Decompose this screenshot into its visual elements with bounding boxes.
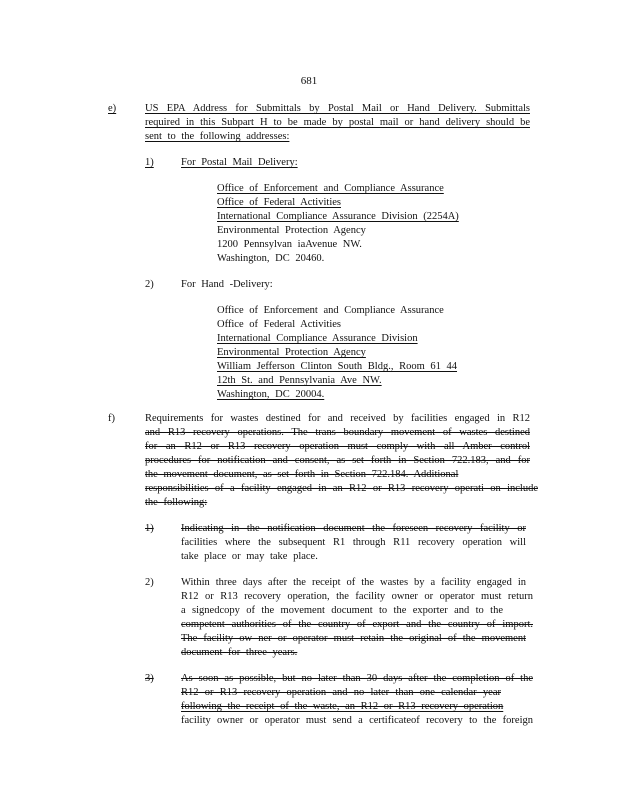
- f-item3-line-3: following the receipt of the waste, an R12 or R13 recovery operation: [181, 701, 504, 712]
- e-item1-address-line-1: Office of Enforcement and Compliance Assurance: [217, 183, 444, 194]
- section-e-line-1: US EPA Address for Submittals by Postal Mail or Hand Delivery. Submittals: [145, 103, 530, 114]
- e-item2-heading: For Hand -Delivery:: [181, 279, 273, 290]
- e-item1-heading: For Postal Mail Delivery:: [181, 157, 298, 168]
- f-item3-line-2: R12 or R13 recovery operation and no later than one calendar year: [181, 687, 501, 698]
- f-item2-line-6: document for three years.: [181, 647, 298, 658]
- f-item2-line-1: Within three days after the receipt of the wastes by a facility engaged in: [181, 577, 526, 588]
- e-item2-address-line-7: Washington, DC 20004.: [217, 389, 325, 400]
- e-item2-marker: 2): [145, 279, 154, 290]
- e-item1-address-line-3: International Compliance Assurance Division (2254A): [217, 211, 459, 222]
- f-item1-marker: 1): [145, 523, 154, 534]
- f-item1-line-3: take place or may take place.: [181, 551, 318, 562]
- e-item2-address-line-2: Office of Federal Activities: [217, 319, 341, 330]
- e-item1-address-line-4: Environmental Protection Agency: [217, 225, 366, 236]
- section-f-line-6: responsibilities of a facility engaged in an R12 or R13 recovery operati on include: [145, 483, 538, 494]
- e-item2-address-line-1: Office of Enforcement and Compliance Assurance: [217, 305, 444, 316]
- section-e-marker: e): [108, 103, 117, 114]
- e-item2-address-line-4: Environmental Protection Agency: [217, 347, 366, 358]
- e-item1-marker: 1): [145, 157, 154, 168]
- section-f-line-7: the following:: [145, 497, 208, 508]
- f-item3-line-4: facility owner or operator must send a certificateof recovery to the foreign: [181, 715, 533, 726]
- f-item2-line-2: R12 or R13 recovery operation, the facility owner or operator must return: [181, 591, 533, 602]
- f-item3-line-1: As soon as possible, but no later than 30 days after the completion of the: [181, 673, 533, 684]
- f-item3-marker: 3): [145, 673, 154, 684]
- e-item1-address-line-6: Washington, DC 20460.: [217, 253, 325, 264]
- f-item1-line-2: facilities where the subsequent R1 through R11 recovery operation will: [181, 537, 526, 548]
- f-item2-line-5: The facility ow ner or operator must retain the original of the movement: [181, 633, 526, 644]
- e-item1-address-line-5: 1200 Pennsylvan iaAvenue NW.: [217, 239, 362, 250]
- f-item2-line-3: a signedcopy of the movement document to the exporter and to the: [181, 605, 503, 616]
- section-e-line-2: required in this Subpart H to be made by postal mail or hand delivery should be: [145, 117, 530, 128]
- section-f-line-1: Requirements for wastes destined for and received by facilities engaged in R12: [145, 413, 530, 424]
- e-item2-address-line-3: International Compliance Assurance Division: [217, 333, 418, 344]
- section-f-marker: f): [108, 413, 115, 424]
- e-item2-address-line-5: William Jefferson Clinton South Bldg., Room 61 44: [217, 361, 458, 372]
- section-e-line-3: sent to the following addresses:: [145, 131, 290, 142]
- section-f-line-4: procedures for notification and consent, as set forth in Section 722.183, and for: [145, 455, 530, 466]
- f-item1-line-1: Indicating in the notification document the foreseen recovery facility or: [181, 523, 526, 534]
- e-item2-address-line-6: 12th St. and Pennsylvania Ave NW.: [217, 375, 382, 386]
- f-item2-marker: 2): [145, 577, 154, 588]
- section-f-line-2: and R13 recovery operations. The trans boundary movement of wastes destined: [145, 427, 530, 438]
- section-f-line-5: the movement document, as set forth in Section 722.184. Additional: [145, 469, 459, 480]
- page-number: 681: [300, 75, 318, 87]
- section-f-line-3: for an R12 or R13 recovery operation must comply with all Amber control: [145, 441, 530, 452]
- f-item2-line-4: competent authorities of the country of export and the country of import.: [181, 619, 533, 630]
- e-item1-address-line-2: Office of Federal Activities: [217, 197, 341, 208]
